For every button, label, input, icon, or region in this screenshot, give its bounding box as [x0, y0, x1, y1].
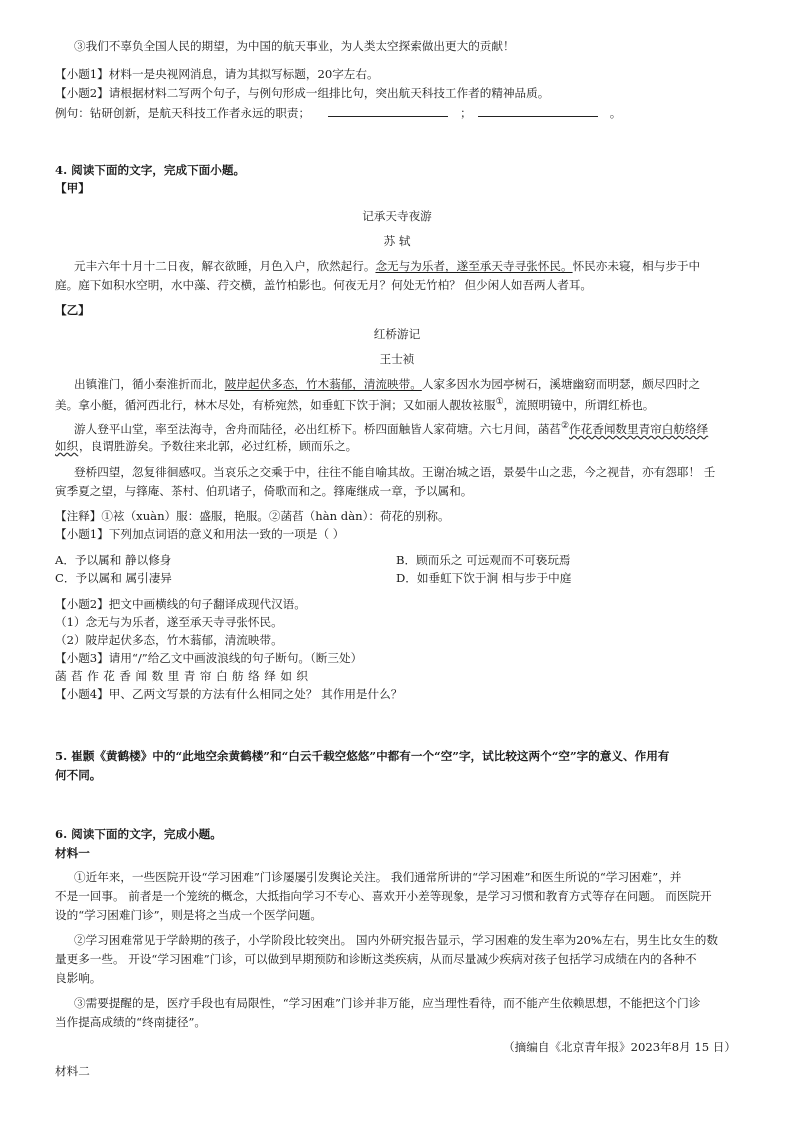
yi-para3-line-1: 登桥四望，忽复徘徊感叹。当哀乐之交乘于中，往往不能自喻其故。王谢冶城之语，景晏牛山之悲，今之视昔，亦有怨耶！ 壬 [74, 465, 716, 479]
m1-para2-line-1: ②学习困难常见于学龄期的孩子，小学阶段比较突出。 国内外研究报告显示，学习困难的发生率为20%左右，男生比女生的数 [74, 933, 718, 947]
m1-para3-line-1: ③需要提醒的是，医疗手段也有局限性，“学习困难”门诊并非万能，应当理性看待，而不能产生依赖思想，不能把这个门诊 [74, 996, 701, 1010]
jia-text: 元丰六年十月十二日夜，解衣欲睡，月色入户，欣然起行。 [74, 259, 376, 273]
yi-underlined-sentence: 陂岸起伏多态，竹木蓊郁，清流映带。 [224, 377, 422, 391]
jia-underlined-sentence: 念无与为乐者，遂至承天寺寻张怀民。 [375, 259, 573, 273]
footnote-ref-1: ① [495, 397, 504, 407]
jia-text: 怀民亦未寝，相与步于中 [572, 259, 701, 273]
m1-para1-line-2: 不是一回事。 前者是一个笼统的概念，大抵指向学习不专心、喜欢开小差等现象，是学习习惯和教育方式等存在问题。 而医院开 [55, 889, 712, 903]
footnote-ref-2: ② [560, 421, 570, 431]
subq-1: 【小题1】下列加点词语的意义和用法一致的一项是（ ） [55, 527, 345, 541]
yi-text: ，流照明镜中，所谓红桥也。 [503, 397, 655, 412]
jia-para-line-2: 庭。庭下如积水空明，水中藻、荇交横，盖竹柏影也。何夜无月？何处无竹柏？ 但少闲人如吾两人者耳。 [55, 278, 593, 292]
subq-2-item-1: （1）念无与为乐者，遂至承天寺寻张怀民。 [55, 615, 283, 629]
m1-para3-line-2: 当作提高成绩的“终南捷径”。 [55, 1015, 206, 1029]
annotation: 【注释】①袨（xuàn）服：盛服，艳服。②菡萏（hàn dàn）：荷花的别称。 [55, 509, 450, 523]
end-mark: 。 [609, 106, 622, 120]
option-c[interactable]: C．予以属和 属引凄异 [55, 571, 172, 585]
yi-para1-line-2 [55, 398, 654, 411]
material-1-label: 材料一 [55, 846, 90, 860]
question-1: 【小题1】材料一是央视网消息，请为其拟写标题，20字左右。 [55, 67, 379, 81]
jia-para-line-1 [74, 261, 700, 273]
m1-para1-line-1: ①近年来，一些医院开设“学习困难”门诊屡屡引发舆论关注。 我们通常所讲的“学习困难”和医生所说的“学习困难”，并 [74, 870, 682, 884]
material-2-label: 材料二 [55, 1064, 90, 1078]
yi-para2-line-2 [55, 441, 78, 453]
m1-para2-line-3: 良影响。 [55, 971, 102, 985]
yi-para2-line-2-rest: ，良谓胜游矣。予数往来北郭，必过红桥，顾而乐之。 [79, 439, 358, 453]
section-6-heading: 6. 阅读下面的文字，完成小题。 [55, 827, 222, 841]
m1-para2-line-2: 量更多一些。 开设“学习困难”门诊，可以做到早期预防和诊断这类疾病，从而尽量减少疾病对孩子包括学习成绩在内的各种不 [55, 952, 697, 966]
example-line [55, 106, 621, 120]
answer-blank-2[interactable] [478, 106, 598, 117]
subq-3-text: 菡萏作花香闻数里青帘白舫络绎如织 [55, 669, 313, 683]
intro-line: ③我们不辜负全国人民的期望，为中国的航天事业，为人类太空探索做出更大的贡献！ [74, 39, 515, 53]
yi-text: 游人登平山堂，率至法海寺，舍舟而陆径，必出红桥下。桥四面触皆人家荷塘。六七月间，菡萏 [74, 421, 561, 436]
m1-para1-line-3: 设的“学习困难门诊”，则是将之当成一个医学问题。 [55, 908, 322, 922]
yi-para2-line-1 [74, 422, 708, 435]
yi-para1-line-1 [74, 379, 700, 391]
example-text: 例句：钻研创新，是航天科技工作者永远的职责； [55, 106, 311, 120]
title-jia: 记承天寺夜游 [362, 209, 432, 223]
author-yi: 王士祯 [379, 352, 415, 366]
title-yi: 红桥游记 [373, 327, 421, 341]
yi-wavy-sentence: 作花香闻数里青帘白舫络绎 [569, 421, 709, 436]
option-a[interactable]: A．予以属和 静以修身 [55, 553, 172, 567]
subq-2: 【小题2】把文中画横线的句子翻译成现代汉语。 [55, 597, 306, 611]
section-5-line-1: 5. 崔颢《黄鹤楼》中的“此地空余黄鹤楼”和“白云千载空悠悠”中都有一个“空”字，试比较这两个“空”字的意义、作用有 [55, 749, 670, 763]
option-b[interactable]: B．顾而乐之 可远观而不可亵玩焉 [396, 553, 571, 567]
question-2: 【小题2】请根据材料二写两个句子，与例句形成一组排比句，突出航天科技工作者的精神品质。 [55, 86, 550, 100]
yi-para3-line-2: 寅季夏之望，与箨庵、茶村、伯玑诸子，倚歌而和之。箨庵继成一章，予以属和。 [55, 484, 473, 498]
subq-3: 【小题3】请用“/”给乙文中画波浪线的句子断句。（断三处） [55, 651, 363, 665]
author-jia: 苏 轼 [383, 234, 411, 248]
yi-text: 出镇淮门，循小秦淮折而北， [74, 377, 225, 391]
subq-2-item-2: （2）陂岸起伏多态，竹木蓊郁，清流映带。 [55, 633, 283, 647]
source-citation: （摘编自《北京青年报》2023年8月 15 日） [503, 1040, 736, 1054]
yi-label: 【乙】 [55, 303, 90, 317]
section-4-heading: 4. 阅读下面的文字，完成下面小题。 [55, 163, 246, 177]
yi-text: 美。拿小艇，循河西北行，林木尽处，有桥宛然，如垂虹下饮于涧；又如丽人靓妆袨服 [55, 397, 496, 412]
jia-label: 【甲】 [55, 181, 90, 195]
answer-blank-1[interactable] [328, 106, 448, 117]
yi-text: 人家多因水为园亭树石，溪塘幽窈而明瑟，颇尽四时之 [421, 377, 701, 391]
subq-4: 【小题4】甲、乙两文写景的方法有什么相同之处？ 其作用是什么？ [55, 687, 403, 701]
yi-wavy-sentence-end: 如织 [55, 439, 79, 453]
option-d[interactable]: D．如垂虹下饮于涧 相与步于中庭 [396, 571, 572, 585]
section-5-line-2: 何不同。 [55, 768, 102, 782]
separator: ； [460, 106, 472, 120]
